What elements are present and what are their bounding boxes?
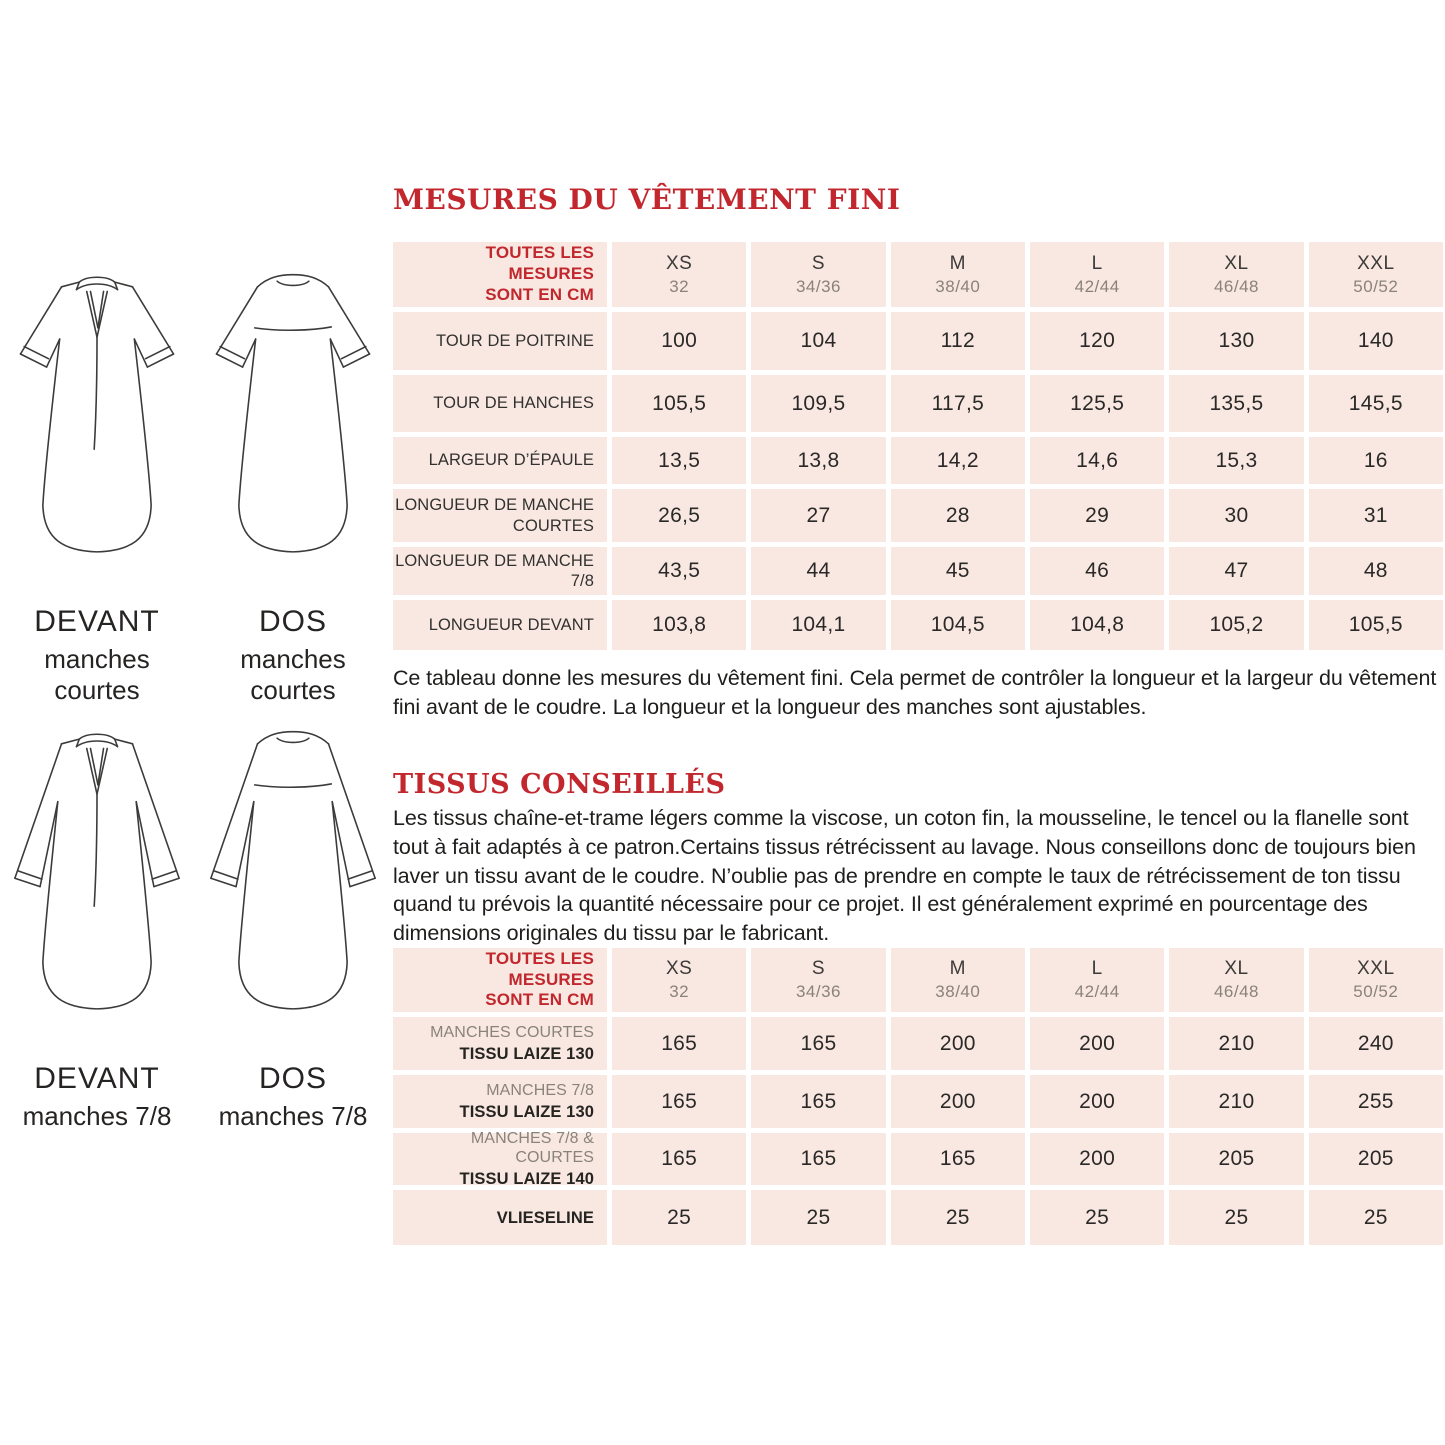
- fabrics-intro: Les tissus chaîne-et-trame légers comme la viscose, un coton fin, la mousseline, le tencel ou la flanelle sont tout à fait adaptés à ce patron.Certains tissus rétrécissent au lavage. Nous conseillons donc de toujours bien laver un tissu avant de le coudre. N’oublie pas de prendre en compte le taux de rétrécissement de ton tissu quand tu prévois la quantité nécessaire pour ce projet. Il est généralement exprimé en pourcentage des dimensions originales du tissu par le fabricant.: [393, 806, 1416, 946]
- value-cell: 112: [891, 312, 1025, 370]
- figure-title: DOS: [258, 1062, 327, 1095]
- units-line: TOUTES LES: [485, 243, 594, 263]
- size-header-s: S 34/36: [751, 948, 885, 1012]
- measurements-note: Ce tableau donne les mesures du vêtement fini. Cela permet de contrôler la longueur et la largeur du vêtement fini avant de le coudre. La longueur et la longueur des manches sont ajustables.: [393, 666, 1437, 719]
- value-cell: 200: [891, 1075, 1025, 1128]
- figure-title: DEVANT: [34, 1062, 160, 1095]
- size-header-xxl: XXL 50/52: [1309, 242, 1443, 307]
- value-cell: 104: [751, 312, 885, 370]
- value-cell: 30: [1169, 489, 1303, 542]
- value-cell: 14,2: [891, 437, 1025, 484]
- figure-back-short: [200, 270, 386, 706]
- size-header-s: S 34/36: [751, 242, 885, 307]
- figure-subtitle: manches 7/8: [218, 1101, 368, 1131]
- value-cell: 100: [612, 312, 746, 370]
- row-label: LARGEUR D’ÉPAULE: [393, 437, 607, 484]
- row-label: TOUR DE POITRINE: [393, 312, 607, 370]
- value-cell: 25: [612, 1190, 746, 1245]
- size-header-xxl: XXL 50/52: [1309, 948, 1443, 1012]
- dress-back-short-sleeves-drawing: [204, 270, 382, 592]
- row-label: MANCHES 7/8 TISSU LAIZE 130: [393, 1075, 607, 1128]
- units-note-cell: [393, 948, 607, 1012]
- units-line: TOUTES LES: [485, 948, 594, 968]
- size-header-xl: XL 46/48: [1169, 948, 1303, 1012]
- value-cell: 15,3: [1169, 437, 1303, 484]
- row-label: LONGUEUR DE MANCHE 7/8: [393, 547, 607, 595]
- value-cell: 200: [891, 1017, 1025, 1070]
- row-label: TOUR DE HANCHES: [393, 375, 607, 432]
- size-header-l: L 42/44: [1030, 948, 1164, 1012]
- value-cell: 210: [1169, 1017, 1303, 1070]
- value-cell: 165: [612, 1075, 746, 1128]
- value-cell: 165: [751, 1133, 885, 1185]
- row-label: MANCHES 7/8 & COURTES TISSU LAIZE 140: [393, 1133, 607, 1185]
- value-cell: 120: [1030, 312, 1164, 370]
- value-cell: 165: [612, 1133, 746, 1185]
- units-line: MESURES: [508, 264, 594, 284]
- value-cell: 205: [1309, 1133, 1443, 1185]
- value-cell: 117,5: [891, 375, 1025, 432]
- value-cell: 14,6: [1030, 437, 1164, 484]
- size-header-xs: XS 32: [612, 948, 746, 1012]
- value-cell: 103,8: [612, 600, 746, 650]
- illustration-group-seven-eighth-sleeves: [4, 727, 386, 1132]
- value-cell: 105,5: [1309, 600, 1443, 650]
- figure-subtitle: manches courtes: [44, 644, 150, 705]
- figure-front-short: [4, 270, 190, 706]
- value-cell: 47: [1169, 547, 1303, 595]
- value-cell: 165: [751, 1017, 885, 1070]
- size-header-l: L 42/44: [1030, 242, 1164, 307]
- value-cell: 25: [751, 1190, 885, 1245]
- value-cell: 44: [751, 547, 885, 595]
- finished-garment-measurements-table: [393, 242, 1443, 650]
- row-label: LONGUEUR DEVANT: [393, 600, 607, 650]
- units-note-cell: [393, 242, 607, 307]
- units-line: SONT EN CM: [485, 284, 594, 304]
- value-cell: 25: [1309, 1190, 1443, 1245]
- value-cell: 145,5: [1309, 375, 1443, 432]
- size-header-m: M 38/40: [891, 948, 1025, 1012]
- value-cell: 45: [891, 547, 1025, 595]
- value-cell: 31: [1309, 489, 1443, 542]
- value-cell: 140: [1309, 312, 1443, 370]
- figure-front-78: [4, 727, 190, 1132]
- row-label: VLIESELINE: [393, 1190, 607, 1245]
- value-cell: 43,5: [612, 547, 746, 595]
- units-line: MESURES: [508, 969, 594, 989]
- value-cell: 109,5: [751, 375, 885, 432]
- value-cell: 165: [751, 1075, 885, 1128]
- figure-back-78: [200, 727, 386, 1132]
- section-title-measurements: MESURES DU VÊTEMENT FINI: [393, 183, 901, 216]
- illustration-group-short-sleeves: [4, 270, 386, 706]
- figure-subtitle: manches courtes: [240, 644, 346, 705]
- value-cell: 255: [1309, 1075, 1443, 1128]
- value-cell: 105,5: [612, 375, 746, 432]
- figure-title: DEVANT: [34, 605, 160, 638]
- figure-title: DOS: [258, 605, 327, 638]
- value-cell: 135,5: [1169, 375, 1303, 432]
- value-cell: 16: [1309, 437, 1443, 484]
- fabric-requirements-table: [393, 948, 1443, 1245]
- value-cell: 25: [891, 1190, 1025, 1245]
- value-cell: 240: [1309, 1017, 1443, 1070]
- value-cell: 104,1: [751, 600, 885, 650]
- value-cell: 104,5: [891, 600, 1025, 650]
- value-cell: 25: [1169, 1190, 1303, 1245]
- size-header-xl: XL 46/48: [1169, 242, 1303, 307]
- dress-front-78-sleeves-drawing: [8, 727, 186, 1049]
- value-cell: 48: [1309, 547, 1443, 595]
- section-title-fabrics: TISSUS CONSEILLÉS: [393, 769, 726, 800]
- value-cell: 205: [1169, 1133, 1303, 1185]
- value-cell: 200: [1030, 1017, 1164, 1070]
- value-cell: 13,8: [751, 437, 885, 484]
- value-cell: 46: [1030, 547, 1164, 595]
- value-cell: 13,5: [612, 437, 746, 484]
- figure-subtitle: manches 7/8: [22, 1101, 172, 1131]
- dress-front-short-sleeves-drawing: [8, 270, 186, 592]
- units-line: SONT EN CM: [485, 990, 594, 1010]
- row-label: MANCHES COURTES TISSU LAIZE 130: [393, 1017, 607, 1070]
- value-cell: 105,2: [1169, 600, 1303, 650]
- value-cell: 27: [751, 489, 885, 542]
- value-cell: 104,8: [1030, 600, 1164, 650]
- dress-back-78-sleeves-drawing: [204, 727, 382, 1049]
- value-cell: 25: [1030, 1190, 1164, 1245]
- value-cell: 210: [1169, 1075, 1303, 1128]
- row-label: LONGUEUR DE MANCHE COURTES: [393, 489, 607, 542]
- value-cell: 130: [1169, 312, 1303, 370]
- value-cell: 29: [1030, 489, 1164, 542]
- value-cell: 28: [891, 489, 1025, 542]
- value-cell: 200: [1030, 1075, 1164, 1128]
- value-cell: 165: [891, 1133, 1025, 1185]
- size-header-xs: XS 32: [612, 242, 746, 307]
- value-cell: 26,5: [612, 489, 746, 542]
- size-header-m: M 38/40: [891, 242, 1025, 307]
- value-cell: 165: [612, 1017, 746, 1070]
- value-cell: 200: [1030, 1133, 1164, 1185]
- value-cell: 125,5: [1030, 375, 1164, 432]
